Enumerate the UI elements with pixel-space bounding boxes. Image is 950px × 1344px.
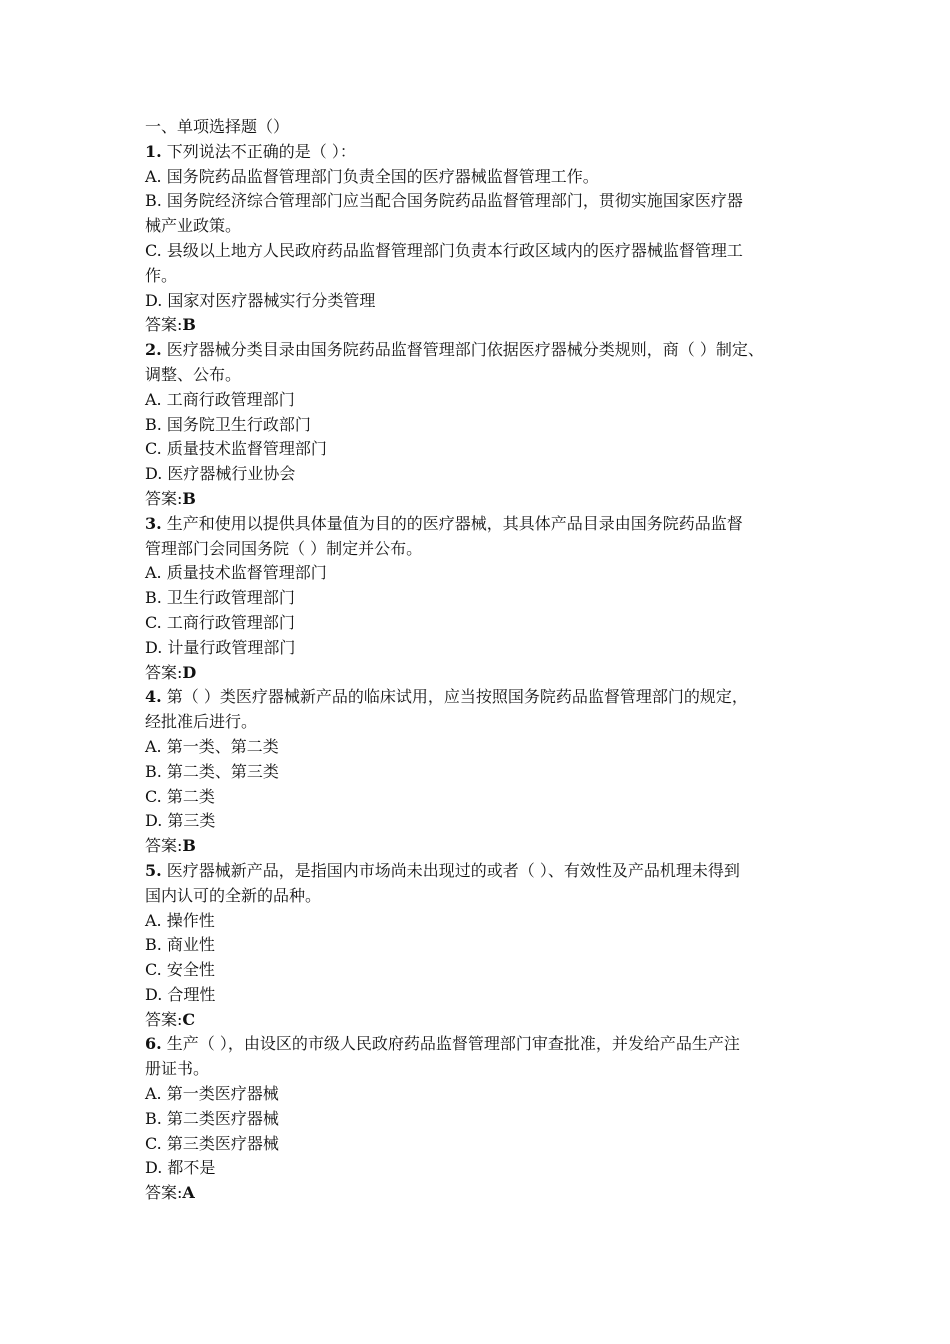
option-line: A. 操作性	[145, 910, 215, 930]
question-number: 6.	[145, 1034, 162, 1054]
option-line: D. 计量行政管理部门	[145, 637, 296, 657]
option-line: C. 第三类医疗器械	[145, 1133, 279, 1153]
option-line: B. 卫生行政管理部门	[145, 588, 295, 608]
question-stem	[145, 859, 813, 884]
answer-label: 答案:	[145, 662, 183, 682]
question-block	[145, 859, 813, 1033]
answer-value: A	[182, 1183, 195, 1203]
answer-label: 答案:	[145, 836, 183, 856]
option-line: A. 第一类医疗器械	[145, 1084, 279, 1104]
option-line: C. 质量技术监督管理部门	[145, 439, 327, 459]
question-stem	[145, 685, 813, 710]
option-line: C. 工商行政管理部门	[145, 612, 295, 632]
option-line: D. 都不是	[145, 1158, 216, 1178]
option-line: C. 安全性	[145, 960, 215, 980]
option-line-continued: 作。	[145, 265, 178, 285]
question-stem	[145, 1032, 813, 1057]
option-line-continued: 械产业政策。	[145, 216, 242, 236]
question-stem	[145, 338, 813, 363]
option-line: A. 第一类、第二类	[145, 736, 279, 756]
option-line: B. 国务院经济综合管理部门应当配合国务院药品监督管理部门，贯彻实施国家医疗器	[145, 191, 743, 211]
question-text-continued: 国内认可的全新的品种。	[145, 885, 322, 905]
question-block	[145, 338, 813, 512]
answer-line	[145, 661, 813, 686]
answer-label: 答案:	[145, 1009, 183, 1029]
answer-line	[145, 313, 813, 338]
option-line: B. 第二类、第三类	[145, 761, 279, 781]
answer-value: B	[182, 836, 196, 856]
question-text-continued: 管理部门会同国务院（ ）制定并公布。	[145, 538, 423, 558]
option-line: A. 质量技术监督管理部门	[145, 563, 327, 583]
option-line: D. 合理性	[145, 984, 216, 1004]
document-page	[145, 115, 813, 1206]
answer-line	[145, 1008, 813, 1033]
question-block	[145, 685, 813, 859]
answer-line	[145, 1181, 813, 1206]
answer-line	[145, 834, 813, 859]
question-number: 4.	[145, 687, 162, 707]
question-text-line: 下列说法不正确的是（ ）：	[166, 141, 356, 161]
answer-value: C	[182, 1009, 196, 1029]
question-stem	[145, 140, 813, 165]
question-number: 5.	[145, 860, 162, 880]
answer-label: 答案:	[145, 1183, 183, 1203]
question-text-line: 生产和使用以提供具体量值为目的的医疗器械，其具体产品目录由国务院药品监督	[166, 513, 743, 533]
question-block	[145, 1032, 813, 1206]
question-text-continued: 经批准后进行。	[145, 712, 258, 732]
option-line: C. 第二类	[145, 786, 215, 806]
question-block	[145, 140, 813, 338]
option-line: A. 工商行政管理部门	[145, 389, 295, 409]
option-line: D. 国家对医疗器械实行分类管理	[145, 290, 376, 310]
answer-label: 答案:	[145, 315, 183, 335]
answer-value: D	[182, 662, 197, 682]
question-text-line: 生产（ ），由设区的市级人民政府药品监督管理部门审查批准，并发给产品生产注	[166, 1034, 740, 1054]
answer-value: B	[182, 315, 196, 335]
answer-label: 答案:	[145, 488, 183, 508]
question-text-line: 医疗器械新产品，是指国内市场尚未出现过的或者（ ）、有效性及产品机理未得到	[166, 860, 740, 880]
option-line: A. 国务院药品监督管理部门负责全国的医疗器械监督管理工作。	[145, 166, 599, 186]
option-line: B. 国务院卫生行政部门	[145, 414, 311, 434]
question-stem	[145, 512, 813, 537]
question-number: 2.	[145, 340, 162, 360]
answer-value: B	[182, 488, 196, 508]
question-number: 1.	[145, 141, 162, 161]
question-number: 3.	[145, 513, 162, 533]
answer-line	[145, 487, 813, 512]
option-line: D. 医疗器械行业协会	[145, 464, 296, 484]
option-line: B. 第二类医疗器械	[145, 1108, 279, 1128]
option-line: D. 第三类	[145, 811, 216, 831]
option-line: B. 商业性	[145, 935, 215, 955]
question-text-continued: 调整、公布。	[145, 364, 242, 384]
question-text-line: 第（ ）类医疗器械新产品的临床试用，应当按照国务院药品监督管理部门的规定，	[166, 687, 748, 707]
question-text-continued: 册证书。	[145, 1059, 210, 1079]
section-title: 一、单项选择题（）	[145, 117, 290, 136]
question-block	[145, 512, 813, 686]
question-text-line: 医疗器械分类目录由国务院药品监督管理部门依据医疗器械分类规则，商（ ）制定、	[166, 340, 764, 360]
option-line: C. 县级以上地方人民政府药品监督管理部门负责本行政区域内的医疗器械监督管理工	[145, 240, 743, 260]
